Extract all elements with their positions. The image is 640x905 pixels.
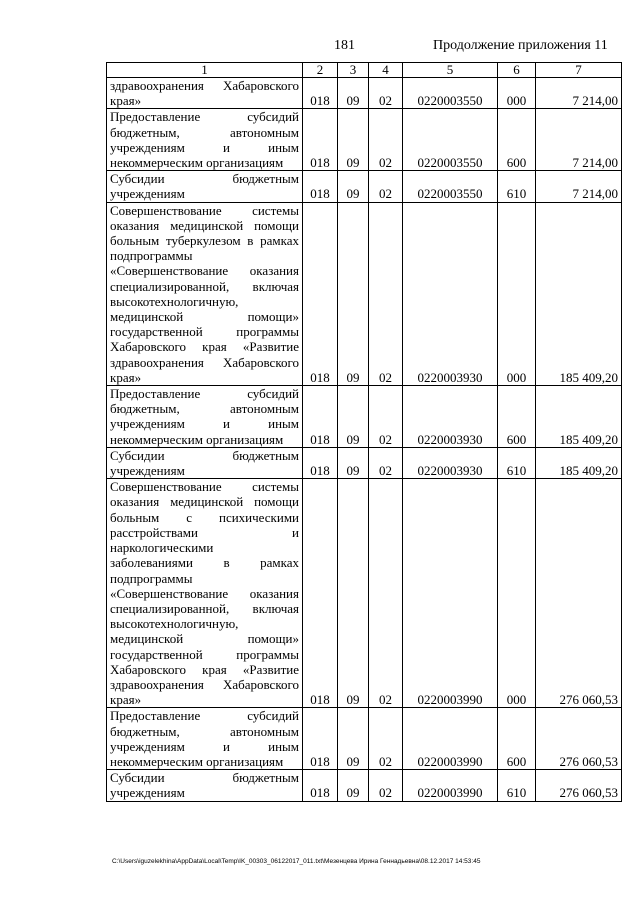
row-value-cell: 018	[303, 479, 338, 708]
row-name-cell: здравоохранения Хабаровского края»	[107, 78, 303, 109]
row-value-cell: 09	[338, 386, 369, 448]
row-value-cell: 018	[303, 171, 338, 202]
continuation-label: Продолжение приложения 11	[433, 38, 608, 53]
row-value-cell: 0220003930	[403, 202, 498, 385]
row-value-cell: 276 060,53	[536, 708, 622, 770]
row-value-cell: 02	[369, 171, 403, 202]
row-value-cell: 0220003990	[403, 479, 498, 708]
row-name-cell: Предоставление субсидий бюджетным, автономным учреждениям и иным некоммерческим организациям	[107, 708, 303, 770]
table-row	[107, 171, 622, 202]
row-value-cell: 000	[498, 479, 536, 708]
row-value-cell: 02	[369, 447, 403, 478]
row-value-cell: 09	[338, 447, 369, 478]
row-value-cell: 09	[338, 202, 369, 385]
row-value-cell: 600	[498, 109, 536, 171]
row-value-cell: 0220003550	[403, 109, 498, 171]
row-value-cell: 018	[303, 770, 338, 801]
row-value-cell: 0220003930	[403, 447, 498, 478]
row-value-cell: 000	[498, 202, 536, 385]
col-header: 3	[338, 63, 369, 78]
row-value-cell: 02	[369, 770, 403, 801]
row-value-cell: 09	[338, 109, 369, 171]
row-name-cell: Субсидии бюджетным учреждениям	[107, 447, 303, 478]
row-value-cell: 0220003550	[403, 171, 498, 202]
row-value-cell: 0220003930	[403, 386, 498, 448]
row-value-cell: 276 060,53	[536, 770, 622, 801]
row-value-cell: 09	[338, 78, 369, 109]
row-value-cell: 7 214,00	[536, 78, 622, 109]
row-value-cell: 610	[498, 171, 536, 202]
row-name-cell: Субсидии бюджетным учреждениям	[107, 770, 303, 801]
table-row	[107, 202, 622, 385]
row-value-cell: 610	[498, 447, 536, 478]
file-path-footer: C:\Users\iguzelekhina\AppData\Local\Temp\IK_00303_06122017_011.txt\Мезенцева Ирина Геннадьевна\08.12.2017 14:53:45	[112, 858, 481, 865]
row-value-cell: 018	[303, 78, 338, 109]
row-value-cell: 185 409,20	[536, 202, 622, 385]
row-value-cell: 02	[369, 109, 403, 171]
row-value-cell: 09	[338, 708, 369, 770]
row-value-cell: 02	[369, 202, 403, 385]
row-name-cell: Субсидии бюджетным учреждениям	[107, 171, 303, 202]
col-header: 7	[536, 63, 622, 78]
row-value-cell: 0220003550	[403, 78, 498, 109]
row-value-cell: 600	[498, 386, 536, 448]
row-value-cell: 09	[338, 770, 369, 801]
row-value-cell: 02	[369, 708, 403, 770]
row-value-cell: 09	[338, 171, 369, 202]
row-value-cell: 185 409,20	[536, 447, 622, 478]
row-value-cell: 02	[369, 78, 403, 109]
row-value-cell: 600	[498, 708, 536, 770]
row-value-cell: 276 060,53	[536, 479, 622, 708]
table-row	[107, 78, 622, 109]
table-row	[107, 479, 622, 708]
budget-table	[106, 62, 622, 802]
col-header: 6	[498, 63, 536, 78]
row-value-cell: 02	[369, 386, 403, 448]
table-row	[107, 386, 622, 448]
row-value-cell: 7 214,00	[536, 171, 622, 202]
table-row	[107, 770, 622, 801]
header-row	[107, 63, 622, 78]
row-name-cell: Совершенствование системы оказания медицинской помощи больным с психическими расстройствами и наркологическими заболеваниями в рамках подпрограммы «Совершенствование оказания специализированной, включая высокотехнологичную, медицинской помощи» государственной программы Хабаровского края «Развитие здравоохранения Хабаровского края»	[107, 479, 303, 708]
row-value-cell: 0220003990	[403, 708, 498, 770]
row-value-cell: 09	[338, 479, 369, 708]
table-row	[107, 708, 622, 770]
row-value-cell: 018	[303, 386, 338, 448]
row-value-cell: 018	[303, 202, 338, 385]
row-value-cell: 185 409,20	[536, 386, 622, 448]
row-name-cell: Совершенствование системы оказания медицинской помощи больным туберкулезом в рамках подпрограммы «Совершенствование оказания специализированной, включая высокотехнологичную, медицинской помощи» государственной программы Хабаровского края «Развитие здравоохранения Хабаровского края»	[107, 202, 303, 385]
table-row	[107, 109, 622, 171]
row-name-cell: Предоставление субсидий бюджетным, автономным учреждениям и иным некоммерческим организациям	[107, 386, 303, 448]
row-value-cell: 018	[303, 708, 338, 770]
page-number: 181	[334, 38, 355, 53]
col-header: 5	[403, 63, 498, 78]
col-header: 4	[369, 63, 403, 78]
col-header: 2	[303, 63, 338, 78]
row-value-cell: 018	[303, 109, 338, 171]
row-value-cell: 0220003990	[403, 770, 498, 801]
row-value-cell: 7 214,00	[536, 109, 622, 171]
col-header: 1	[107, 63, 303, 78]
row-value-cell: 000	[498, 78, 536, 109]
table-row	[107, 447, 622, 478]
row-value-cell: 018	[303, 447, 338, 478]
row-value-cell: 02	[369, 479, 403, 708]
row-name-cell: Предоставление субсидий бюджетным, автономным учреждениям и иным некоммерческим организациям	[107, 109, 303, 171]
row-value-cell: 610	[498, 770, 536, 801]
